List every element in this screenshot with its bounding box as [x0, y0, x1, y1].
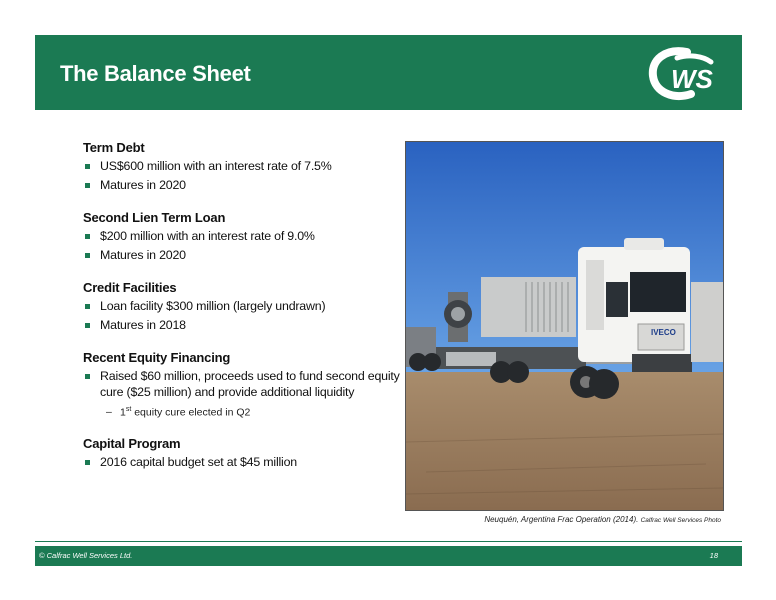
footer-band [35, 546, 742, 566]
bullet: Matures in 2018 [80, 317, 410, 333]
bullet: $200 million with an interest rate of 9.0% [80, 228, 410, 244]
sub-bullet-ordinal: 1 [120, 406, 126, 419]
bullet: Loan facility $300 million (largely undrawn) [80, 298, 410, 314]
section-credit-facilities [80, 280, 410, 333]
cws-logo [647, 46, 727, 102]
bullet: US$600 million with an interest rate of 7.5% [80, 158, 410, 174]
section-heading: Capital Program [83, 435, 181, 451]
bullet: Matures in 2020 [80, 177, 410, 193]
dash-icon: – [106, 406, 112, 418]
bullet: Raised $60 million, proceeds used to fund second equity cure ($25 million) and provide additional liquidity [80, 368, 410, 400]
truck-badge: IVECO [651, 328, 676, 337]
section-capital-program [80, 436, 410, 470]
section-heading: Term Debt [83, 140, 145, 155]
page-title: The Balance Sheet [60, 61, 251, 86]
section-equity-financing [80, 350, 410, 419]
bullet: 2016 capital budget set at $45 million [80, 454, 410, 470]
sub-bullet-text: equity cure elected in Q2 [131, 406, 251, 419]
bullet: Matures in 2020 [80, 247, 410, 263]
photo-caption [484, 515, 721, 524]
section-second-lien [80, 210, 410, 263]
page-number: 18 [709, 551, 718, 560]
svg-text:WS: WS [671, 64, 713, 94]
caption-credit: Calfrac Well Services Photo [640, 517, 721, 524]
content-column [80, 140, 410, 487]
header-band [35, 35, 742, 110]
frac-truck-photo [405, 141, 724, 511]
section-heading: Credit Facilities [83, 280, 177, 295]
section-heading: Recent Equity Financing [83, 350, 231, 365]
copyright: © Calfrac Well Services Ltd. [39, 551, 133, 560]
section-heading: Second Lien Term Loan [83, 210, 226, 225]
caption-text: Neuquén, Argentina Frac Operation (2014). [484, 515, 639, 524]
footer-rule [35, 541, 742, 542]
sub-bullet-sup: st [125, 406, 132, 413]
section-term-debt [80, 140, 410, 193]
sub-bullet [106, 406, 410, 419]
